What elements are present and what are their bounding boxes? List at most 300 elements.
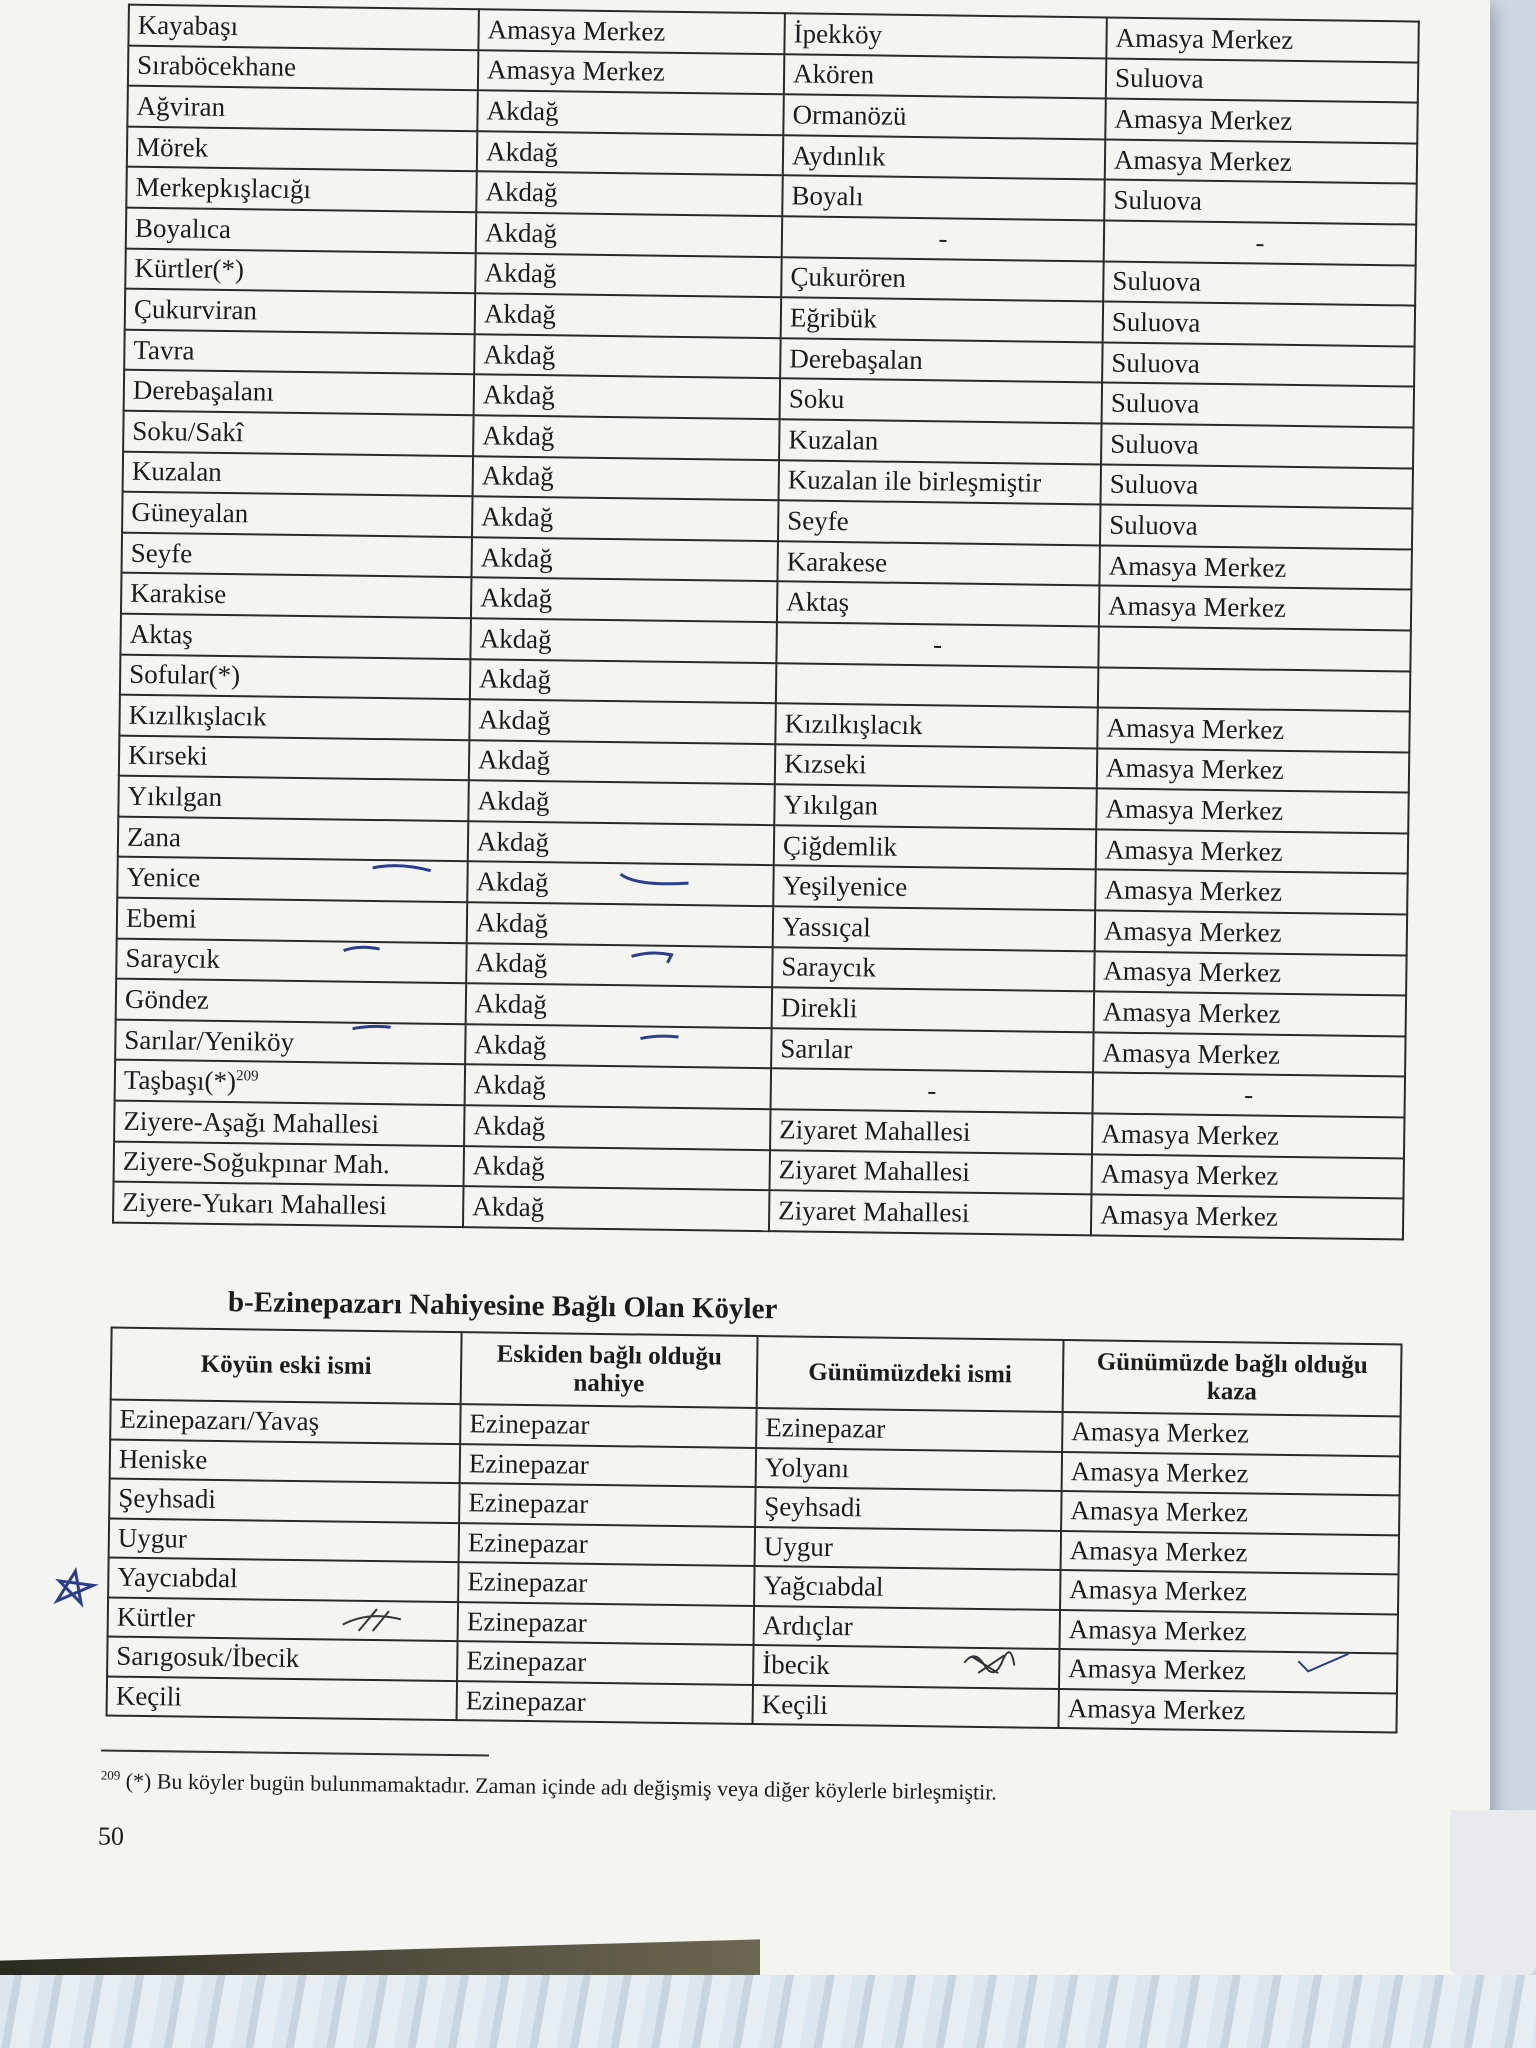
- cell-current-name-text: Karakese: [786, 545, 888, 578]
- cell-current-name-text: Kuzalan: [788, 424, 879, 456]
- cell-current-name-text: Boyalı: [791, 180, 864, 212]
- cell-current-kaza: [1101, 423, 1414, 468]
- cell-old-name: [115, 1060, 466, 1105]
- cell-current-name-text: Aktaş: [785, 586, 850, 618]
- cell-old-district-text: Akdağ: [481, 460, 554, 492]
- cell-current-name-text: İbecik: [762, 1649, 830, 1681]
- cell-old-name: [128, 5, 479, 50]
- cell-current-kaza-text: Amasya Merkez: [1100, 1158, 1279, 1192]
- cell-current-name: [771, 1028, 1094, 1073]
- cell-old-name: [110, 1439, 460, 1483]
- cell-old-district: [465, 1065, 772, 1110]
- cell-current-kaza-text: Amasya Merkez: [1105, 753, 1284, 786]
- cell-old-district: [474, 375, 781, 420]
- cell-old-name-text: Ağviran: [136, 90, 226, 122]
- cell-current-name-text: Ziyaret Mahallesi: [779, 1114, 971, 1147]
- cell-current-kaza: [1099, 586, 1412, 631]
- cell-old-name: [107, 1637, 457, 1681]
- cell-old-district: [458, 1562, 754, 1605]
- cell-old-name-text: Sofular(*): [128, 659, 241, 691]
- cell-current-name: [756, 1408, 1062, 1452]
- cell-current-kaza-text: Amasya Merkez: [1070, 1495, 1249, 1528]
- cell-current-name-text: Soku: [788, 383, 845, 415]
- cell-old-name-text: Sarılar/Yeniköy: [124, 1024, 295, 1057]
- cell-old-name: [115, 1019, 466, 1064]
- section-title: b-Ezinepazarı Nahiyesine Bağlı Olan Köyler: [227, 1286, 778, 1326]
- pen-mark: [348, 1021, 398, 1038]
- cell-current-name-text: Kızseki: [783, 748, 867, 780]
- cell-current-kaza: [1058, 1689, 1396, 1733]
- cell-current-name-text: Ziyaret Mahallesi: [778, 1195, 970, 1228]
- cell-old-district-text: Akdağ: [476, 866, 549, 898]
- cell-current-name: [755, 1487, 1061, 1531]
- cell-current-kaza-text: Amasya Merkez: [1115, 22, 1294, 55]
- cell-current-kaza-text: Suluova: [1109, 509, 1198, 541]
- cell-old-name-text: Aktaş: [129, 618, 193, 650]
- cell-old-name-text: Ziyere-Aşağı Mahallesi: [123, 1105, 380, 1139]
- cell-old-district: [470, 659, 777, 704]
- pen-scribble-mark: [958, 1643, 1019, 1684]
- cell-current-kaza: [1103, 302, 1416, 347]
- cell-old-district: [460, 1404, 756, 1447]
- cell-old-name-text: Göndez: [124, 983, 210, 1015]
- cell-old-district-text: Ezinepazar: [468, 1487, 589, 1520]
- cell-current-kaza: [1099, 545, 1412, 590]
- pen-scribble-mark: [339, 1601, 410, 1642]
- cell-old-name-text: Karakise: [130, 577, 227, 610]
- cell-old-name-text: Heniske: [118, 1443, 208, 1475]
- cell-current-kaza: [1062, 1452, 1400, 1496]
- cell-old-district-text: Akdağ: [485, 135, 559, 167]
- cell-old-district-text: Akdağ: [485, 176, 558, 208]
- cell-old-name-text: Boyalıca: [134, 212, 232, 244]
- footnote-text: (*) Bu köyler bugün bulunmamaktadır. Zaman içinde adı değişmiş veya diğer köylerle birleşmiştir.: [125, 1768, 998, 1805]
- cell-current-kaza: [1094, 951, 1407, 996]
- cell-current-name-text: Saraycık: [781, 951, 877, 983]
- cell-old-name: [123, 451, 474, 496]
- cell-current-name: [772, 947, 1095, 992]
- cell-old-district-text: Amasya Merkez: [486, 54, 665, 88]
- cell-old-name: [122, 492, 473, 537]
- cell-current-kaza: [1095, 910, 1408, 955]
- cell-old-district-text: Akdağ: [482, 379, 556, 411]
- cell-current-name: [780, 379, 1103, 424]
- cell-current-name: [779, 419, 1102, 464]
- cell-current-name: [780, 338, 1103, 383]
- cell-old-district: [472, 496, 779, 541]
- cell-old-name: [120, 654, 471, 699]
- footnote-rule: [101, 1749, 489, 1756]
- cell-old-district-text: Akdağ: [478, 663, 552, 695]
- cell-old-district: [475, 253, 782, 298]
- cell-current-name-text: İpekköy: [793, 18, 883, 50]
- cell-current-name: [782, 176, 1105, 221]
- cell-old-district-text: Akdağ: [483, 338, 556, 370]
- cell-old-district: [457, 1641, 753, 1684]
- cell-current-name: [776, 663, 1099, 708]
- cell-old-name-text: Taşbaşı(*): [123, 1064, 237, 1097]
- cell-current-kaza: [1098, 667, 1411, 712]
- cell-old-name-text: Seyfe: [130, 537, 193, 569]
- cell-old-district: [466, 943, 773, 988]
- cell-current-kaza: [1102, 342, 1415, 387]
- cell-current-kaza-text: Amasya Merkez: [1069, 1534, 1248, 1568]
- footnote: [101, 1767, 998, 1805]
- cell-old-name-text: Tavra: [133, 334, 195, 366]
- cell-old-name: [126, 167, 477, 212]
- cell-old-district-text: Akdağ: [480, 582, 553, 614]
- cell-current-name-text: Akören: [792, 58, 875, 90]
- cell-old-district: [475, 293, 782, 338]
- cell-current-kaza-text: Amasya Merkez: [1102, 1037, 1281, 1070]
- cell-old-name-text: Güneyalan: [131, 496, 249, 529]
- cell-current-kaza-text: Amasya Merkez: [1068, 1613, 1247, 1647]
- page-corner: [1450, 1810, 1536, 1975]
- cell-current-kaza-text: Amasya Merkez: [1068, 1653, 1247, 1686]
- cell-current-name: [783, 94, 1106, 139]
- cell-old-district: [464, 1146, 771, 1191]
- cell-current-name-text: -: [932, 628, 943, 660]
- cell-old-name-text: Saraycık: [125, 943, 221, 975]
- cell-current-name-text: Yeşilyenice: [782, 870, 908, 903]
- cell-current-kaza: [1061, 1491, 1399, 1535]
- cell-current-name: [776, 622, 1099, 667]
- cell-current-kaza-text: Suluova: [1114, 62, 1204, 95]
- cell-old-district-text: Ezinepazar: [468, 1448, 589, 1480]
- cell-old-district-text: Akdağ: [478, 704, 551, 736]
- cell-current-kaza-text: Amasya Merkez: [1114, 103, 1293, 136]
- cell-old-district: [469, 740, 776, 785]
- cell-old-district-text: Akdağ: [473, 1110, 546, 1142]
- cell-current-kaza: [1106, 17, 1419, 62]
- cell-current-name: [769, 1150, 1092, 1195]
- cell-old-name: [109, 1518, 459, 1562]
- header-old-name: Köyün eski ismi: [111, 1328, 462, 1405]
- cell-current-name: [781, 297, 1104, 342]
- cell-old-name-text: Ebemi: [125, 902, 197, 934]
- cell-current-name-text: -: [938, 223, 948, 254]
- cell-current-kaza: [1092, 1113, 1405, 1158]
- cell-old-district: [459, 1523, 755, 1566]
- cell-old-district-text: Akdağ: [475, 907, 549, 939]
- cell-old-name: [121, 573, 472, 618]
- cell-current-kaza-text: -: [1255, 227, 1265, 258]
- cell-old-district-text: Akdağ: [481, 501, 554, 533]
- cell-current-name-text: Seyfe: [787, 505, 849, 537]
- cell-current-kaza: [1104, 220, 1417, 265]
- cell-current-name-text: Uygur: [763, 1530, 834, 1562]
- cell-current-kaza: [1097, 708, 1410, 753]
- cell-current-name-text: Ormanözü: [792, 99, 907, 131]
- cell-current-kaza-text: -: [1244, 1079, 1254, 1110]
- cell-old-name: [108, 1558, 458, 1602]
- cell-current-kaza-text: Amasya Merkez: [1071, 1416, 1250, 1449]
- cell-current-name: [754, 1566, 1060, 1610]
- cell-old-name: [118, 816, 469, 861]
- cell-current-kaza-text: Amasya Merkez: [1100, 1199, 1279, 1232]
- cell-current-kaza-text: Amasya Merkez: [1069, 1574, 1248, 1607]
- footnote-number: 209: [100, 1767, 121, 1783]
- cell-current-kaza-text: Amasya Merkez: [1102, 996, 1281, 1029]
- cell-current-kaza: [1060, 1570, 1398, 1614]
- cell-old-district: [460, 1444, 756, 1487]
- cell-current-kaza: [1096, 789, 1409, 834]
- cell-old-district: [477, 90, 784, 135]
- cell-old-name-text: Ezinepazarı/Yavaş: [119, 1403, 320, 1437]
- cell-old-name-text: Merkepkışlacığı: [135, 171, 312, 205]
- cell-old-name-text: Kızılkışlacık: [128, 699, 267, 732]
- cell-old-name-text: Sarıgosuk/İbecik: [116, 1640, 300, 1674]
- cell-old-district-text: Akdağ: [473, 1069, 547, 1101]
- cell-old-district: [476, 172, 783, 217]
- cell-old-name: [127, 126, 478, 171]
- cell-old-name: [122, 532, 473, 577]
- cell-current-kaza: [1061, 1531, 1399, 1575]
- cell-old-district-text: Akdağ: [474, 988, 548, 1020]
- cell-old-district-text: Akdağ: [483, 298, 557, 330]
- cell-old-name: [123, 411, 474, 456]
- cell-old-district-text: Akdağ: [484, 257, 557, 289]
- pen-star-mark: [51, 1561, 102, 1612]
- cell-current-kaza: [1093, 1073, 1406, 1118]
- pen-mark: [636, 1030, 686, 1047]
- cell-current-kaza: [1100, 464, 1413, 509]
- cell-old-name: [114, 1101, 465, 1146]
- cell-old-district-text: Akdağ: [474, 1028, 547, 1060]
- cell-old-name-text: Zana: [126, 821, 182, 853]
- cell-old-district-text: Akdağ: [479, 623, 552, 654]
- cell-old-district: [473, 415, 780, 460]
- cell-current-kaza: [1100, 505, 1413, 550]
- cell-current-kaza: [1062, 1412, 1400, 1456]
- cell-old-name: [126, 208, 477, 253]
- pen-mark: [369, 860, 439, 881]
- cell-current-name-text: Kızılkışlacık: [784, 708, 923, 741]
- cell-old-name: [107, 1676, 457, 1720]
- cell-old-district: [478, 9, 785, 54]
- cell-old-name: [125, 248, 476, 293]
- cell-old-name-text: Mörek: [135, 131, 209, 163]
- cell-old-name-text: Kürtler: [116, 1601, 196, 1633]
- cell-current-kaza: [1091, 1154, 1404, 1199]
- cell-current-name-text: Eğribük: [789, 302, 878, 334]
- cell-current-name: [781, 257, 1104, 302]
- cell-old-district-text: Ezinepazar: [465, 1684, 586, 1717]
- cell-old-name-text: Kırseki: [127, 740, 208, 772]
- cell-current-name: [779, 460, 1102, 505]
- pen-check-mark: [1294, 1647, 1354, 1678]
- cell-current-kaza: [1097, 748, 1410, 793]
- cell-current-kaza: [1105, 139, 1418, 184]
- cell-old-name: [116, 979, 467, 1024]
- cell-old-district-text: Akdağ: [480, 541, 553, 573]
- cell-old-name-text: Ziyere-Soğukpınar Mah.: [122, 1146, 390, 1180]
- cell-current-kaza: [1091, 1195, 1404, 1240]
- cell-old-district: [465, 1024, 772, 1069]
- cell-current-kaza-text: Amasya Merkez: [1070, 1455, 1249, 1489]
- cell-old-name: [118, 776, 469, 821]
- cell-current-kaza-text: Amasya Merkez: [1067, 1692, 1246, 1726]
- cell-current-kaza-text: Amasya Merkez: [1104, 874, 1283, 908]
- cell-current-name-text: Yolyanı: [764, 1451, 850, 1483]
- header-current-name: Günümüzdeki ismi: [757, 1336, 1064, 1412]
- cell-old-name: [117, 898, 468, 943]
- cell-old-name: [125, 289, 476, 334]
- cell-old-name: [109, 1479, 459, 1523]
- cell-old-name-text: Kayabaşı: [137, 9, 239, 41]
- cell-old-district: [464, 1105, 771, 1150]
- cell-current-kaza-text: Suluova: [1110, 428, 1199, 460]
- pen-mark: [339, 941, 389, 962]
- cell-current-kaza-text: Suluova: [1112, 265, 1202, 298]
- cell-current-kaza-text: Amasya Merkez: [1101, 1118, 1280, 1151]
- cell-old-district: [469, 699, 776, 744]
- cell-old-district-text: Ezinepazar: [467, 1527, 588, 1559]
- background-cloth: [0, 1975, 1536, 2048]
- cell-old-district-text: Ezinepazar: [466, 1606, 587, 1638]
- cell-current-name-text: Ardıçlar: [762, 1609, 853, 1642]
- cell-current-kaza: [1096, 829, 1409, 874]
- cell-current-name: [784, 13, 1107, 58]
- cell-old-district: [457, 1681, 753, 1724]
- cell-current-name-text: Çukurören: [790, 261, 907, 294]
- cell-old-name-text: Kürtler(*): [134, 253, 245, 285]
- cell-old-name-text: Yıkılgan: [127, 780, 223, 813]
- cell-current-kaza: [1095, 870, 1408, 915]
- cell-current-name-text: Ezinepazar: [765, 1412, 886, 1444]
- cell-current-kaza: [1094, 992, 1407, 1037]
- cell-old-district: [473, 456, 780, 501]
- cell-current-name: [775, 744, 1098, 789]
- cell-current-kaza: [1104, 180, 1417, 225]
- cell-current-kaza-text: Suluova: [1109, 468, 1199, 501]
- cell-current-kaza-text: Amasya Merkez: [1106, 712, 1285, 745]
- cell-current-name-text: -: [927, 1075, 937, 1106]
- cell-old-name: [127, 86, 478, 131]
- cell-current-kaza: [1106, 58, 1419, 103]
- cell-old-name: [128, 45, 479, 90]
- cell-old-name-text: Derebaşalanı: [132, 374, 275, 407]
- cell-old-district-text: Ezinepazar: [469, 1408, 590, 1441]
- cell-current-name: [752, 1685, 1058, 1729]
- cell-old-district: [468, 821, 775, 866]
- cell-old-district: [466, 983, 773, 1028]
- cell-old-name: [124, 370, 475, 415]
- cell-old-name-text: Kuzalan: [131, 456, 222, 488]
- cell-old-district: [463, 1186, 770, 1231]
- header-old-district: Eskiden bağlı olduğu nahiye: [461, 1332, 758, 1408]
- villages-table-a: [112, 4, 1420, 1241]
- cell-current-kaza-text: Amasya Merkez: [1113, 144, 1292, 177]
- pen-mark: [627, 948, 677, 971]
- cell-current-name: [755, 1527, 1061, 1571]
- cell-current-name: [778, 500, 1101, 545]
- cell-old-district: [470, 618, 777, 663]
- cell-old-district-text: Akdağ: [477, 785, 550, 817]
- cell-old-district-text: Akdağ: [476, 825, 550, 857]
- cell-current-name: [773, 866, 1096, 911]
- cell-current-name: [770, 1109, 1093, 1154]
- cell-old-district: [478, 50, 785, 95]
- villages-table-b: [106, 1327, 1403, 1734]
- page-number: 50: [97, 1821, 125, 1851]
- cell-old-name: [119, 735, 470, 780]
- cell-current-name: [774, 784, 1097, 829]
- cell-current-name: [756, 1448, 1062, 1492]
- cell-old-district-text: Ezinepazar: [467, 1566, 588, 1599]
- villages-table-b-body: [107, 1400, 1401, 1733]
- cell-current-name-text: Sarılar: [780, 1032, 853, 1064]
- cell-current-name: [772, 987, 1095, 1032]
- cell-current-kaza-text: Suluova: [1111, 306, 1201, 338]
- cell-current-name-text: Ziyaret Mahallesi: [778, 1154, 971, 1188]
- cell-old-district-text: Akdağ: [475, 947, 548, 979]
- cell-old-district: [476, 212, 783, 257]
- cell-old-district: [458, 1602, 754, 1645]
- cell-old-name: [116, 938, 467, 983]
- cell-current-name-text: Yıkılgan: [783, 789, 879, 821]
- cell-current-name: [769, 1190, 1092, 1235]
- cell-old-name-text: Yenice: [126, 861, 201, 893]
- cell-old-district-text: Amasya Merkez: [487, 14, 666, 47]
- cell-current-kaza-text: Suluova: [1111, 347, 1201, 379]
- cell-current-name: [774, 825, 1097, 870]
- cell-current-kaza-text: Amasya Merkez: [1104, 834, 1283, 867]
- cell-old-name-text: Sıraböcekhane: [136, 50, 297, 83]
- cell-old-district-text: Akdağ: [472, 1191, 545, 1223]
- cell-current-kaza-text: Amasya Merkez: [1105, 793, 1284, 826]
- cell-old-district: [477, 131, 784, 176]
- cell-current-name-text: Yassıçal: [781, 911, 871, 943]
- cell-current-name: [775, 703, 1098, 748]
- cell-old-district: [468, 780, 775, 825]
- cell-old-name-text: Çukurviran: [133, 293, 258, 326]
- villages-table-a-body: [113, 5, 1419, 1240]
- cell-current-name-text: Direkli: [780, 992, 858, 1024]
- pen-mark: [616, 868, 696, 894]
- cell-current-kaza-text: Amasya Merkez: [1108, 550, 1287, 583]
- cell-current-name-text: Derebaşalan: [789, 342, 923, 375]
- cell-old-name: [120, 614, 471, 659]
- cell-old-district: [459, 1483, 755, 1526]
- cell-current-name: [777, 582, 1100, 627]
- cell-old-district-text: Akdağ: [477, 744, 551, 776]
- cell-old-district-text: Akdağ: [472, 1150, 545, 1182]
- cell-current-name: [784, 54, 1107, 99]
- cell-current-kaza: [1105, 99, 1418, 144]
- cell-old-district-text: Ezinepazar: [466, 1645, 587, 1678]
- cell-old-name: [114, 1141, 465, 1186]
- footnote-ref: 209: [235, 1068, 259, 1085]
- cell-current-kaza: [1103, 261, 1416, 306]
- cell-current-name: [782, 216, 1105, 261]
- cell-current-name-text: Kuzalan ile birleşmiştir: [787, 464, 1042, 498]
- cell-current-kaza-text: Amasya Merkez: [1103, 955, 1282, 989]
- cell-old-district: [471, 578, 778, 623]
- cell-old-district-text: Akdağ: [486, 95, 559, 127]
- cell-current-name-text: Aydınlık: [791, 139, 886, 172]
- cell-current-name: [777, 541, 1100, 586]
- cell-old-district-text: Akdağ: [482, 420, 555, 452]
- cell-current-kaza: [1093, 1032, 1406, 1077]
- cell-old-name-text: Soku/Sakî: [132, 415, 244, 447]
- cell-current-kaza: [1098, 626, 1411, 671]
- cell-current-name-text: Çiğdemlik: [782, 829, 898, 862]
- cell-old-district: [474, 334, 781, 379]
- cell-current-kaza-text: Suluova: [1113, 184, 1203, 216]
- cell-current-kaza-text: Amasya Merkez: [1103, 915, 1282, 948]
- cell-old-name-text: Uygur: [117, 1522, 188, 1554]
